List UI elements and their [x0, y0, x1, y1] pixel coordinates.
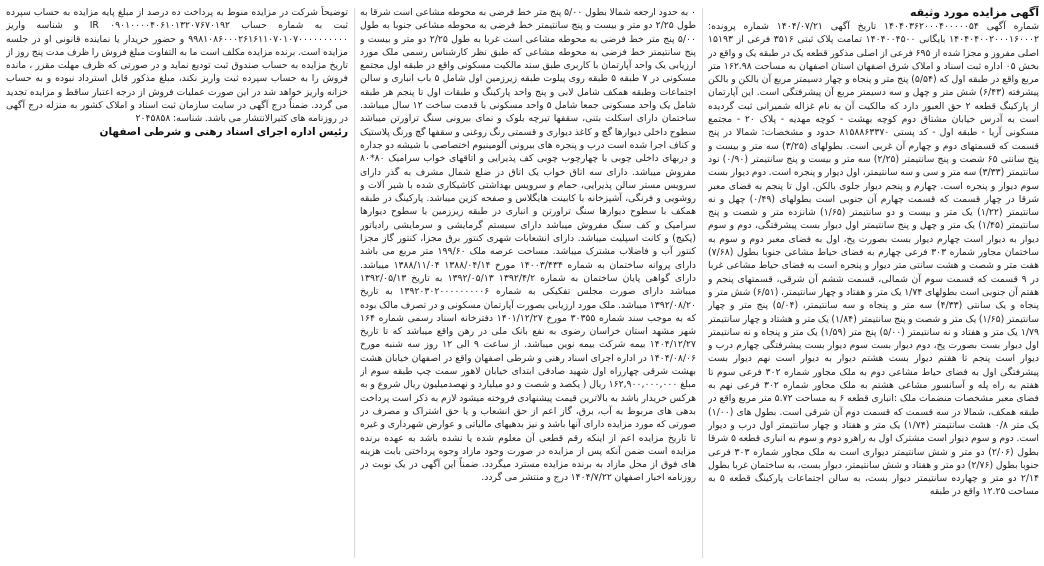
notice-paragraph: شماره آگهی ۱۴۰۴۰۳۶۲۰۰۰۴۰۰۰۰۰۵۴ تاریخ آگهی ۱۴۰۴/۰۷/۲۱ شماره پرونده: ۱۴۰۴۰۴۰۰۲۰۰۰۱۶۰۰۰۲ بایگانی ۱۴۰۴۰۰۴۵۰۰ تمامت پلاک ثبتی ۳۵۱۶ فرعی از ۱۵۱۹۳ اصلی مفروز و مجزا شده از ۶۹۵ فرعی از اصلی مذکور قطعه یک در طبقه یک و واقع در بخش ۰۵ اداره ثبت اسناد و املاک شرق اصفهان استان اصفهان به مساحت ۱۶۲.۹۸ متر مربع واقع در طبقه اول که (۵/۵۴) پنج متر و پنجاه و چهار دسیمتر مربع آن بالکن و بالکن پیشرفته (۶/۴۳) شش متر و چهل و سه دسیمتر مربع آن پیشرفتگی است. این آپارتمان از پارکینگ قطعه ۲ حق العبور دارد که مالکیت آن به نام غزاله شمیرانی ثبت گردیده است به آدرس خیابان مشتاق دوم کوچه بهشت - کوچه مهدیه - پلاک ۲۰ - مجتمع مسکونی آریا - طبقه اول - کد پستی ۸۱۵۸۸۶۳۳۷۰ حدود و مشخصات: شمالا در پنج قسمت که قسمتهای دوم و چهارم آن غربی است. بطولهای (۳/۲۵) سه متر و بیست و پنج سانتی ۶۵ شصت و پنج سانتیمتر (۲/۲۵) سه متر و بیست و پنج سانتیمتر (۰/۹۰) نود سانتیمتر (۳/۳۳) سه متر و سی و سه سانتیمتر، اول دیوار و پنجره است. دوم دیوار بست سوم دیوار و پنجره است. چهارم و پنجم دیوار جلوی بالکن. اول تا پنجم به فضای معبر شرقا در چهار قسمت که قسمت چهارم آن جنوبی است بطولهای (۰/۴۹) چهل و نه سانتیمتر (۱/۲۲) یک متر و بیست و دو سانتیمتر (۱/۶۵) شانزده متر و شصت و پنج سانتیمتر (۱/۴۵) یک متر و چهل و پنج سانتیمتر اول دیوار بست پیشرفتگی، دوم و سوم دیوار به دیوار است چهارم دیوار بست بصورت پخ، اول به فضای معبر دوم و سوم به ساختمان مجاور شماره ۳۰۳ فرعی چهارم به فضای حیاط مشاعی جنوبا بطول (۷/۶۸) هفت متر و شصت و هشت سانتی متر دیوار و پنجره است به فضای حیاط مشاعی غربا در ۹ قسمت که قسمت سوم آن شمالی، قسمت ششم آن شرقی، قسمتهای پنجم و هفتم آن جنوبی است بطولهای ۱/۷۴ یک متر و هفتاد و چهار سانتیمتر، (۶/۵۱) شش متر و پنجاه و یک سانتی (۴/۳۳) سه متر و پنجاه و سه سانتیمتر، (۵/۰۴) پنج متر و چهار سانتیمتر (۱/۶۵) یک متر و شصت و پنج سانتیمتر (۱/۸۴) یک متر و هشتاد و چهار سانتیمتر ۱/۷۹ یک متر و هفتاد و نه سانتیمتر (۵/۰۰) پنج متر (۱/۵۹) یک متر و پنجاه و نه سانتیمتر اول دیوار بست بصورت پخ، دوم دیوار بست سوم دیوار بست پیشرفتگی چهارم درب و دیوار است پنجم تا هفتم دیوار بست هشتم دیوار به دیوار است نهم دیوار بست پیشرفتگی اول به فضای حیاط مشاعی دوم به ملک مجاور شماره ۳۰۲ فرعی سوم تا هفتم به راه پله و آسانسور مشاعی هشتم به ملک مجاور شماره ۳۰۲ فرعی نهم به فضای معبر مشخصات منضمات ملک :انباری قطعه ۶ به مساحت ۵.۷۲ متر مربع واقع در طبقه همکف، شمالا در سه قسمت که قسمت دوم آن شرقی است. بطول های (۱/۰۰) یک متر ۰/۸ هشت سانتیمتر (۱/۷۴) یک متر و هفتاد و چهار سانتیمتر اول درب و دیوار است. دوم و سوم دیوار است مشترک اول به راهرو دوم و سوم به انباری قطعه ۵ شرقا بطول (۲/۰۶) دو متر و شش سانتیمتر دیواری است به ملک مجاور شماره ۳۰۳ فرعی جنوبا بطول (۲/۷۶) دو متر و هفتاد و شش سانتیمتر، دیوار بست، به ساختمان غربا بطول ۲/۱۴ دو متر و چهارده سانتیمتر دیوار بست، به سالن اجتماعات پارکینگ قطعه ۵ به مساحت ۱۲.۲۵ واقع در طبقه	[708, 21, 1039, 498]
notice-paragraph: توضیحاً شرکت در مزایده منوط به پرداخت ده درصد از مبلغ پایه مزایده به حساب سپرده ثبت به شماره حساب ۰۹۰۱۰۰۰۰۴۰۶۱۰۱۳۲۰۷۶۷۰۱۹۲ IR و شناسه واریز ۹۹۸۱۰۸۶۰۰۰۲۶۱۶۱۱۰۷۰۱۰۷۰۰۰۰۰۰۰۰۰۰ و حضور خریدار یا نماینده قانونی او در جلسه مزایده است. برنده مزایده مکلف است ما به التفاوت مبلغ فروش را ظرف مدت پنج روز از تاریخ مزایده به حساب صندوق ثبت تودیع نماید و در صورتی که ظرف مهلت مقرر ، مانده فروش را به حساب سپرده ثبت واریز نکند، مبلغ مذکور قابل استرداد نبوده و به حساب خزانه واریز خواهد شد در این صورت عملیات فروش از درجه اعتبار ساقط و مزایده تجدید می گردد. ضمناً درج آگهی در سایت سازمان ثبت اسناد و املاک کشور به منزله درج آگهی در روزنامه های کثیرالانتشار می باشد. شناسه: ۲۰۴۵۸۵۸	[6, 7, 348, 125]
notice-column-right	[708, 6, 1039, 562]
column-divider	[702, 8, 703, 558]
notice-column-middle	[360, 6, 696, 562]
column-divider	[354, 8, 355, 558]
notice-signature: رئیس اداره اجرای اسناد رهنی و شرطی اصفهان	[99, 125, 348, 138]
notice-column-left	[6, 6, 348, 166]
notice-paragraph: ۰ به حدود ارجعه شمالا بطول ۵/۰۰ پنج متر خط فرضی به محوطه مشاعی است شرقا به طول ۲/۲۵ دو متر و بیست و پنج سانتیمتر خط فرضی به محوطه مشاعی جنوبا به طول ۵/۰۰ پنج متر خط فرضی به محوطه مشاعی است غربا به طول ۲/۲۵ دو متر و بیست و پنج سانتیمتر خط فرضی به محوطه مشاعی که طبق نظر کارشناس رسمی ملک مورد ارزیابی یک واحد آپارتمان با کاربری طبق سند مالکیت مسکونی واقع در طبقه اول مجتمع مسکونی در ۷ طبقه ۵ طبقه روی پیلوت طبقه زیرزمین اول شامل ۵ باب انباری و سالن اجتماعات وطبقه همکف شامل لابی و پنج واحد پارکینگ و طبقات اول تا پنجم هر طبقه شامل یک واحد مسکونی جمعا شامل ۵ واحد مسکونی با قدمت ساخت ۱۲ سال میباشد. ساختمان دارای اسکلت بتنی، سقفها تیرچه بلوک و نمای بیرونی سنگ تراورتن میباشد سطوح داخلی دیوارها گچ و کاغذ دیواری و قسمتی رنگ روغنی و سقفها گچ ورنگ پلاستیک و کناف اجرا شده است درب و پنجره های بیرونی آلومینیوم اختصاصی با شیشه دو جداره و دربهای داخلی چوبی با چهارچوب چوبی کف پذیرایی و اتاقهای خواب سرامیک ۸۰*۸۰ مفروش میباشد. دارای سه اتاق خواب یک اتاق در ضلع شمال مشرف به گذر دارای سرویس مستر سالن پذیرایی، حمام و سرویس بهداشتی کاشیکاری شده با شیر آلات و روشویی و فرنگی، آشپزخانه با کابینت هایگلاس و صفحه کزین میباشد. پارکینگ در طبقه همکف با سطوح دیوارها سنگ تراورتن و انباری در طبقه زیرزمین با سطوح دیوارها سرامیک و کف سنگ مفروش میباشد دارای سیستم گرمایشی و سرمایشی رادیاتور (پکیج) و کانت اسپلیت میباشد. دارای انشعابات شهری کنتور برق مجزا، کنتور گاز مجزا کنتور آب و فاضلاب مشترک میباشد. مساحت عرصه ملک ۱۹۹/۶۰ متر مربع می باشد دارای پروانه ساختمان به شماره ۱۴۰۰۳/۴۳۴ مورخ ۱۳۸۸/۰۴/۱۴ ۱۳۸۸/۱۱/۰۴ میباشد. دارای گواهی پایان ساختمان به شماره ۱۳۹۲/۴/۲ ۱۳۹۲/۰۵/۱۳ به تاریخ ۱۳۹۲/۰۵/۱۳ میباشد دارای صورت مجلس تفکیکی به شماره ۱۳۹۲۰۳۰۲۰۰۰۰۰۰۰۰۰۶ به تاریخ ۱۳۹۲/۰۸/۲۰ میباشد. ملک مورد ارزیابی بصورت آپارتمان مسکونی و در تصرف مالک بوده که به موجب سند شماره ۳۰۳۵۵ مورخ ۱۴۰۱/۱۲/۲۷ دفترخانه اسناد رسمی شماره ۱۶۴ شهر مشهد استان خراسان رضوی به نفع بانک ملی در رهن واقع میباشد که تا تاریخ ۱۴۰۴/۱۲/۲۷ بیمه شرکت بیمه نوین میباشد. از ساعت ۹ الی ۱۲ روز سه شنبه مورخ ۱۴۰۴/۰۸/۰۶ در اداره اجرای اسناد رهنی و شرطی اصفهان واقع در اصفهان خیابان هشت بهشت شرقی چهارراه اول شهید صادقی ابتدای خیابان لاهور سمت چپ طبقه سوم از مبلغ ۱۶۲,۹۰۰,۰۰۰,۰۰۰ ریال ( یکصد و شصت و دو میلیارد و نهصدمیلیون ریال شروع و به هرکس خریدار باشد به بالاترین قیمت پیشنهادی فروخته میشود لازم به ذکر است پرداخت بدهی های مربوط به آب، برق، گاز اعم از حق انشعاب و یا حق اشتراک و مصرف در صورتی که مورد مزایده دارای آنها باشد و نیز بدهیهای مالیاتی و عوارض شهرداری و غیره تا تاریخ مزایده اعم از اینکه رقم قطعی آن معلوم شده یا نشده باشد به عهده برنده مزایده است ضمن آنکه پس از مزایده در صورت وجود مازاد وجوه پرداختی بابت هزینه های فوق از محل مازاد به برنده مزایده مسترد میگردد. ضمناً این آگهی در یک نوبت در روزنامه اخبار اصفهان ۱۴۰۴/۷/۲۲ درج و منتشر می گردد.	[360, 7, 696, 484]
notice-heading: آگهی مزایده مورد وثیقه	[910, 6, 1039, 19]
